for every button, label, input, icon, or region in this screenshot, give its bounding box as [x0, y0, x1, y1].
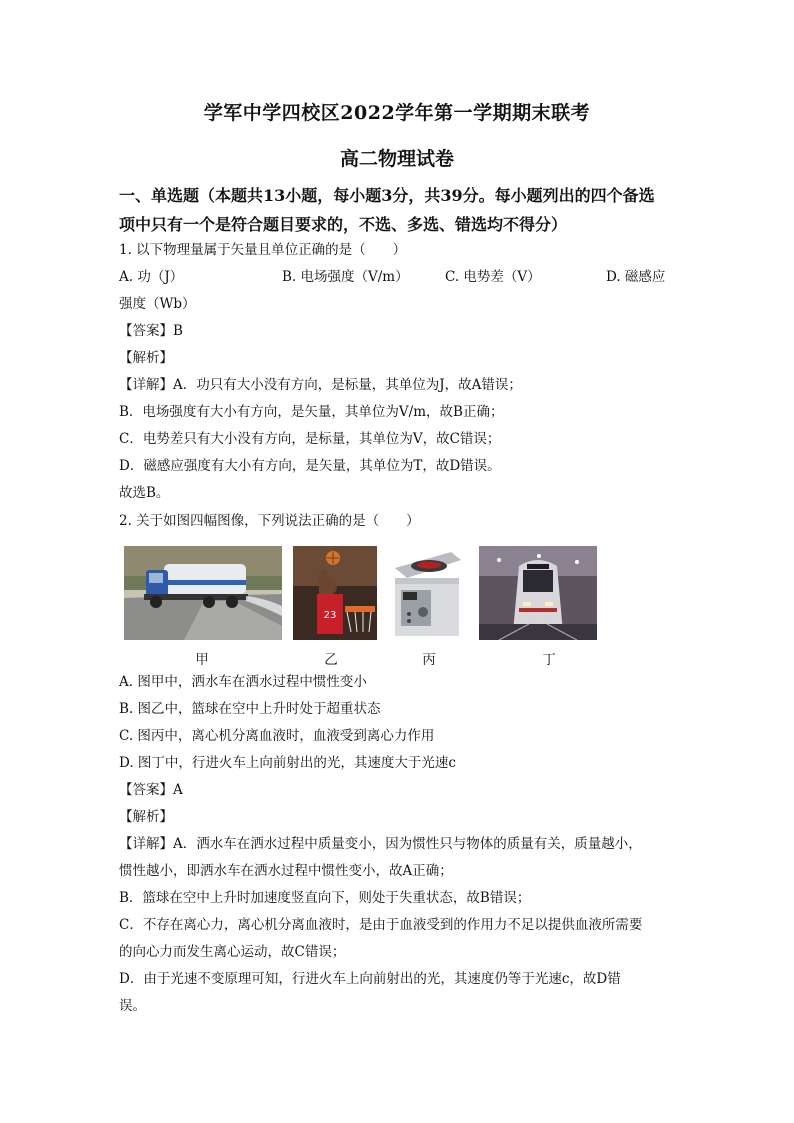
q2-detail-2: 惯性越小，即洒水车在洒水过程中惯性变小，故A正确； [119, 863, 453, 879]
q2-detail-5: 的向心力而发生离心运动，故C错误； [119, 944, 346, 960]
caption-ding: 丁 [542, 652, 556, 668]
q1-analysis-label: 【解析】 [119, 350, 173, 366]
section-heading [119, 181, 679, 239]
q2-detail-6: D．由于光速不变原理可知，行进火车上向前射出的光，其速度仍等于光速c，故D错 [119, 971, 621, 987]
q1-detail-2: B．电场强度有大小有方向，是矢量，其单位为V/m，故B正确； [119, 404, 504, 420]
q2-stem: 2. 关于如图四幅图像，下列说法正确的是（ ） [119, 513, 420, 529]
q1-detail-1: 【详解】A．功只有大小没有方向，是标量，其单位为J，故A错误； [119, 377, 522, 393]
section-heading-line-1: 一、单选题（本题共13小题，每小题3分，共39分。每小题列出的四个备选 [119, 186, 655, 205]
q2-answer: 【答案】A [119, 782, 183, 798]
basketball-photo [293, 546, 377, 640]
q1-option-d-continued: 强度（Wb） [119, 296, 196, 312]
exam-subtitle: 高二物理试卷 [339, 148, 454, 170]
caption-bing: 丙 [422, 652, 436, 668]
centrifuge-photo [387, 546, 467, 640]
q2-detail-3: B．篮球在空中上升时加速度竖直向下，则处于失重状态，故B错误； [119, 890, 531, 906]
q2-detail-1: 【详解】A．洒水车在洒水过程中质量变小，因为惯性只与物体的质量有关，质量越小， [119, 836, 642, 852]
truck-photo [124, 546, 282, 640]
q1-option-d: D. 磁感应 [606, 269, 666, 285]
caption-jia: 甲 [195, 652, 209, 668]
train-photo [479, 546, 597, 640]
q2-option-a: A. 图甲中，洒水车在洒水过程中惯性变小 [119, 674, 367, 690]
q2-detail-4: C．不存在离心力，离心机分离血液时，是由于血液受到的作用力不足以提供血液所需要 [119, 917, 643, 933]
q1-conclusion: 故选B。 [119, 485, 170, 501]
q2-option-b: B. 图乙中，篮球在空中上升时处于超重状态 [119, 701, 381, 717]
q2-detail-7: 误。 [119, 998, 146, 1014]
svg-text:23: 23 [323, 610, 337, 621]
q1-detail-3: C．电势差只有大小没有方向，是标量，其单位为V，故C错误； [119, 431, 501, 447]
caption-yi: 乙 [324, 652, 338, 668]
q2-option-d: D. 图丁中，行进火车上向前射出的光，其速度大于光速c [119, 755, 456, 771]
section-heading-line-2: 项中只有一个是符合题目要求的，不选、多选、错选均不得分） [119, 215, 568, 234]
q1-option-c: C. 电势差（V） [445, 269, 541, 285]
q2-analysis-label: 【解析】 [119, 809, 173, 825]
q1-option-a: A. 功（J） [119, 269, 184, 285]
q1-answer: 【答案】B [119, 323, 183, 339]
q1-option-b: B. 电场强度（V/m） [282, 269, 409, 285]
q1-stem: 1. 以下物理量属于矢量且单位正确的是（ ） [119, 242, 407, 258]
exam-title: 学军中学四校区2022学年第一学期期末联考 [203, 102, 591, 124]
q1-detail-4: D．磁感应强度有大小有方向，是矢量，其单位为T，故D错误。 [119, 458, 501, 474]
q2-option-c: C. 图丙中，离心机分离血液时，血液受到离心力作用 [119, 728, 435, 744]
